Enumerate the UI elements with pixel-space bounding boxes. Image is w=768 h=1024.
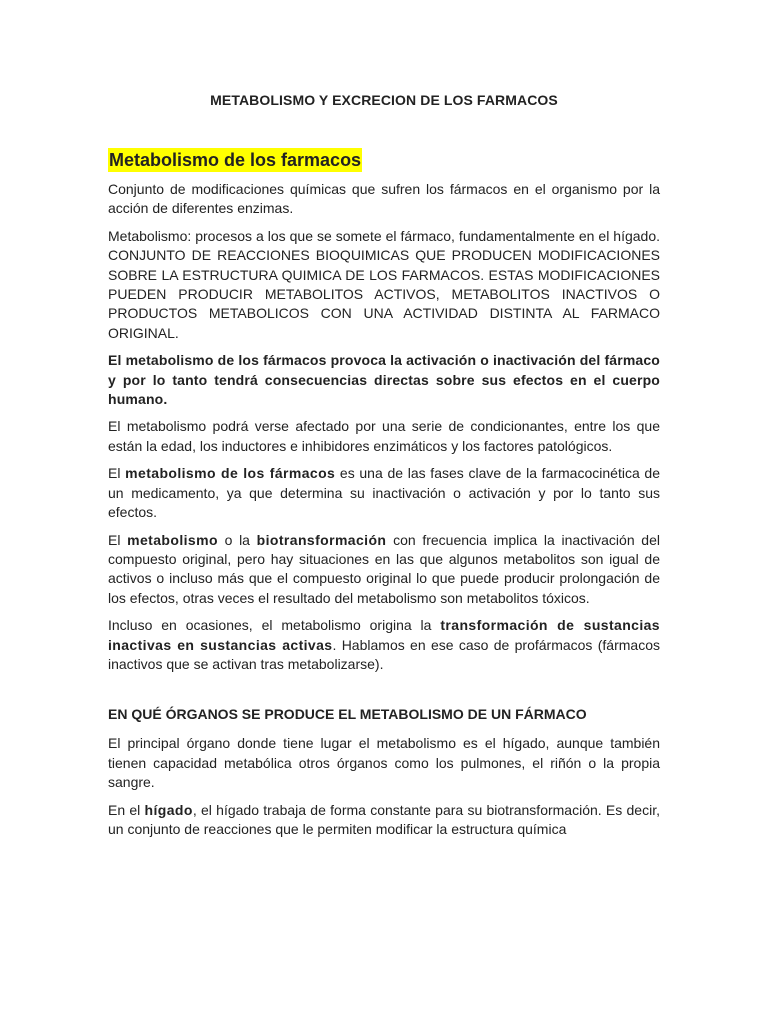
- text-run: En el: [108, 801, 145, 818]
- text-run: Incluso en ocasiones, el metabolismo origina la: [108, 617, 441, 634]
- paragraph-bold-activacion: El metabolismo de los fármacos provoca la activación o inactivación del fármaco y por lo tanto tendrá consecuencias directas sobre sus efectos en el cuerpo humano.: [108, 352, 660, 408]
- document-body: [108, 148, 660, 847]
- bold-run: hígado: [144, 801, 193, 818]
- paragraph-definition: Conjunto de modificaciones químicas que sufren los fármacos en el organismo por la acción de diferentes enzimas.: [108, 181, 660, 217]
- paragraph-condicionantes: El metabolismo podrá verse afectado por una serie de condicionantes, entre los que están la edad, los inductores e inhibidores enzimáticos y los factores patológicos.: [108, 418, 660, 454]
- section-heading-metabolismo: [108, 148, 660, 180]
- text-run: es una de las fases clave de la farmacocinética de un medicamento, ya que determina su inactivación o activación y por lo tanto sus efectos.: [108, 465, 660, 521]
- paragraph-higado: [108, 801, 660, 840]
- paragraph-biotransformacion: [108, 531, 660, 609]
- bold-run: transformación de sustancias inactivas en sustancias activas: [108, 617, 660, 653]
- bold-run: metabolismo de los fármacos: [125, 465, 336, 482]
- section-heading-organos: EN QUÉ ÓRGANOS SE PRODUCE EL METABOLISMO DE UN FÁRMACO: [108, 706, 587, 723]
- text-run: El: [108, 531, 128, 548]
- paragraph-organo-principal: El principal órgano donde tiene lugar el metabolismo es el hígado, aunque también tienen capacidad metabólica otros órganos como los pulmones, el riñón o la propia sangre.: [108, 735, 660, 791]
- bold-run: metabolismo: [127, 531, 218, 548]
- text-run: . Hablamos en ese caso de profármacos (fármacos inactivos que se activan tras metabolizarse).: [108, 636, 660, 672]
- bold-run: biotransformación: [256, 531, 387, 548]
- document-title: METABOLISMO Y EXCRECION DE LOS FARMACOS: [210, 92, 558, 108]
- paragraph-fases-clave: [108, 464, 660, 522]
- paragraph-profarmacos: [108, 616, 660, 674]
- text-run: , el hígado trabaja de forma constante para su biotransformación. Es decir, un conjunto de reacciones que le permiten modificar la estructura química: [108, 801, 660, 837]
- paragraph-metabolismo-procesos: Metabolismo: procesos a los que se somete el fármaco, fundamentalmente en el hígado. CONJUNTO DE REACCIONES BIOQUIMICAS QUE PRODUCEN MODIFICACIONES SOBRE LA ESTRUCTURA QUIMICA DE LOS FARMACOS. ESTAS MODIFICACIONES PUEDEN PRODUCIR METABOLITOS ACTIVOS, METABOLITOS INACTIVOS O PRODUCTOS METABOLICOS CON UNA ACTIVIDAD DISTINTA AL FARMACO ORIGINAL.: [108, 227, 660, 341]
- highlighted-heading: Metabolismo de los farmacos: [109, 150, 362, 170]
- text-run: con frecuencia implica la inactivación del compuesto original, pero hay situaciones en las que algunos metabolitos son igual de activos o incluso más que el compuesto original lo que puede producir prolongación de los efectos, otras veces el resultado del metabolismo son metabolitos tóxicos.: [108, 531, 660, 606]
- text-run: o la: [217, 531, 257, 548]
- text-run: El: [108, 465, 126, 482]
